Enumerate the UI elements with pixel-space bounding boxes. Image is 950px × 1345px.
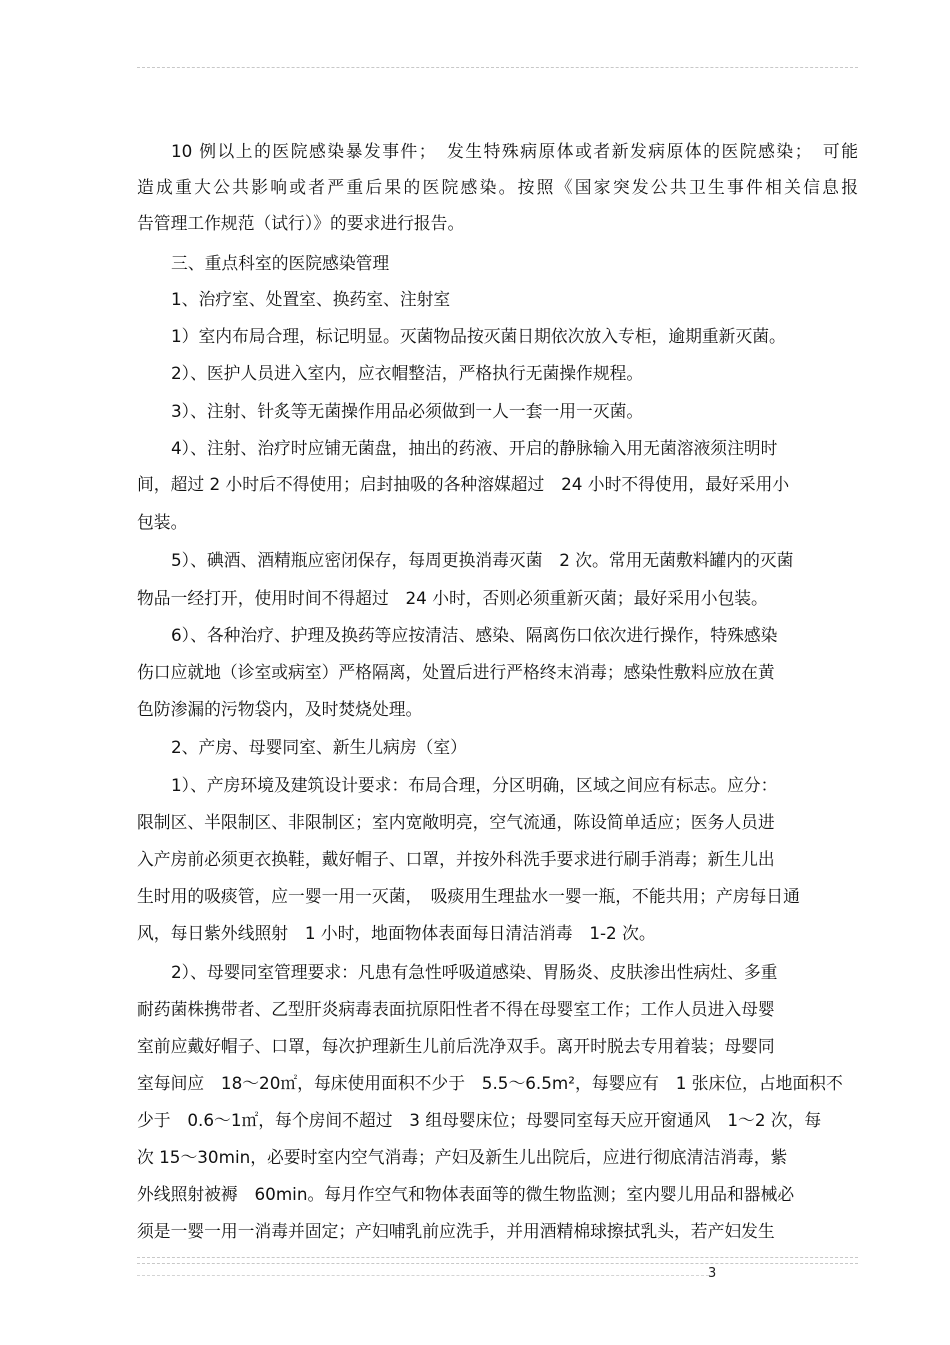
text-line: 物品一经打开，使用时间不得超过 24 小时，否则必须重新灭菌；最好采用小包装。	[137, 588, 768, 608]
text-line: 外线照射被褥 60min。每月作空气和物体表面等的微生物监测；室内婴儿用品和器械必	[137, 1184, 795, 1204]
text-line: 耐药菌株携带者、乙型肝炎病毒表面抗原阳性者不得在母婴室工作；工作人员进入母婴	[137, 999, 775, 1019]
text-line: 2）、医护人员进入室内，应衣帽整洁，严格执行无菌操作规程。	[171, 363, 644, 383]
text-line: 5）、碘酒、酒精瓶应密闭保存，每周更换消毒灭菌 2 次。常用无菌敷料罐内的灭菌	[171, 550, 794, 570]
text-line: 1）、产房环境及建筑设计要求：布局合理，分区明确，区域之间应有标志。应分：	[171, 775, 778, 795]
text-line: 生时用的吸痰管，应一婴一用一灭菌， 吸痰用生理盐水一婴一瓶，不能共用；产房每日通	[137, 886, 800, 906]
text-line: 入产房前必须更衣换鞋，戴好帽子、口罩，并按外科洗手要求进行刷手消毒；新生儿出	[137, 849, 775, 869]
text-line: 4）、注射、治疗时应铺无菌盘，抽出的药液、开启的静脉输入用无菌溶液须注明时	[171, 438, 778, 458]
subsection-heading: 1、治疗室、处置室、换药室、注射室	[171, 289, 451, 309]
text-line: 3）、注射、针炙等无菌操作用品必须做到一人一套一用一灭菌。	[171, 401, 644, 421]
text-line: 伤口应就地（诊室或病室）严格隔离，处置后进行严格终末消毒；感染性敷料应放在黄	[137, 662, 775, 682]
text-line: 风，每日紫外线照射 1 小时，地面物体表面每日清洁消毒 1-2 次。	[137, 923, 656, 943]
text-line: 10 例以上的医院感染暴发事件； 发生特殊病原体或者新发病原体的医院感染； 可能	[171, 141, 858, 161]
text-line: 1）室内布局合理，标记明显。灭菌物品按灭菌日期依次放入专柜，逾期重新灭菌。	[171, 326, 786, 346]
text-line: 限制区、半限制区、非限制区；室内宽敞明亮，空气流通，陈设简单适应；医务人员进	[137, 812, 775, 832]
header-rule	[137, 67, 858, 68]
text-line: 6）、各种治疗、护理及换药等应按清洁、感染、隔离伤口依次进行操作，特殊感染	[171, 625, 778, 645]
text-line: 室每间应 18～20㎡，每床使用面积不少于 5.5～6.5m²，每婴应有 1 张床位，占地面积不	[137, 1073, 843, 1093]
text-line: 次 15～30min，必要时室内空气消毒；产妇及新生儿出院后，应进行彻底清洁消毒，紫	[137, 1147, 788, 1167]
text-line: 室前应戴好帽子、口罩，每次护理新生儿前后洗净双手。离开时脱去专用着装；母婴同	[137, 1036, 775, 1056]
subsection-heading: 2、产房、母婴同室、新生儿病房（室）	[171, 737, 467, 757]
section-heading: 三、重点科室的医院感染管理	[171, 253, 390, 273]
text-line: 告管理工作规范（试行）》的要求进行报告。	[137, 213, 465, 233]
text-line: 造成重大公共影响或者严重后果的医院感染。按照《国家突发公共卫生事件相关信息报	[137, 177, 858, 197]
text-line: 色防渗漏的污物袋内，及时焚烧处理。	[137, 699, 423, 719]
footer-rule	[137, 1275, 709, 1276]
text-line: 须是一婴一用一消毒并固定；产妇哺乳前应洗手，并用酒精棉球擦拭乳头，若产妇发生	[137, 1221, 775, 1241]
footer-rule	[137, 1257, 858, 1258]
footer-rule	[137, 1263, 858, 1264]
text-line: 少于 0.6～1㎡，每个房间不超过 3 组母婴床位；母婴同室每天应开窗通风 1～2 次，每	[137, 1110, 822, 1130]
text-line: 间，超过 2 小时后不得使用；启封抽吸的各种溶媒超过 24 小时不得使用，最好采用小	[137, 474, 790, 494]
page-number: 3	[708, 1266, 717, 1281]
text-line: 包装。	[137, 512, 188, 532]
text-line: 2）、母婴同室管理要求：凡患有急性呼吸道感染、胃肠炎、皮肤渗出性病灶、多重	[171, 962, 778, 982]
